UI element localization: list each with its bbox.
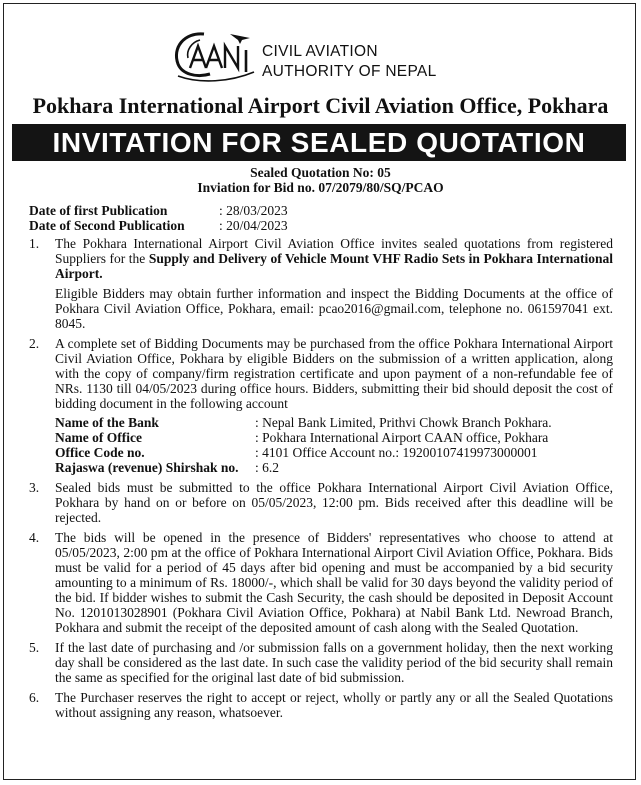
bank-row xyxy=(55,460,613,475)
bank-label: Name of Office xyxy=(55,430,142,445)
bank-row xyxy=(55,415,613,430)
publication-label: Date of first Publication xyxy=(29,203,168,218)
item-text: The Pokhara International Airport Civil Aviation Office invites sealed quotations from registered Suppliers for the xyxy=(55,236,613,266)
list-item xyxy=(29,480,613,525)
item-paragraph: Sealed bids must be submitted to the office Pokhara International Airport Civil Aviation Office, Pokhara by hand on or before on 05/05/2023, 12:00 pm. Bids received after this deadline will be rejected. xyxy=(55,480,613,525)
list-item xyxy=(29,336,613,475)
notice-banner: INVITATION FOR SEALED QUOTATION xyxy=(12,124,626,161)
item-paragraph: If the last date of purchasing and /or submission falls on a government holiday, then the next working day shall be considered as the last date. In such case the validity period of the bid security shall remain the same as specified for the original last date of bid submission. xyxy=(55,640,613,685)
item-number: 4. xyxy=(29,530,40,545)
publication-row xyxy=(29,218,288,233)
item-number: 2. xyxy=(29,336,40,351)
publication-label: Date of Second Publication xyxy=(29,218,185,233)
item-number: 3. xyxy=(29,480,40,495)
item-body xyxy=(55,480,613,525)
header xyxy=(0,22,641,88)
office-title: Pokhara International Airport Civil Aviation Office, Pokhara xyxy=(32,93,609,118)
publication-dates xyxy=(29,203,288,233)
item-number: 5. xyxy=(29,640,40,655)
item-body xyxy=(55,640,613,685)
caan-logo xyxy=(170,28,258,84)
bid-number: Inviation for Bid no. 07/2079/80/SQ/PCAO xyxy=(197,180,444,195)
bank-label: Office Code no. xyxy=(55,445,145,460)
bank-label: Rajaswa (revenue) Shirshak no. xyxy=(55,460,239,475)
item-body xyxy=(55,336,613,475)
bank-value: : 4101 Office Account no.: 19200107419973000001 xyxy=(255,445,538,460)
org-line-2: AUTHORITY OF NEPAL xyxy=(262,63,437,80)
item-paragraph: A complete set of Bidding Documents may be purchased from the office Pokhara International Airport Civil Aviation Office, Pokhara by eligible Bidders on the submission of a written application, along with the copy of company/firm registration certificate and upon payment of a non-refundable fee of NRs. 1130 till 04/05/2023 during office hours. Bidders, submitting their bid should deposit the cost of bidding document in the following account xyxy=(55,336,613,411)
item-number: 1. xyxy=(29,236,40,251)
item-paragraph: Eligible Bidders may obtain further information and inspect the Bidding Documents at the office of Pokhara Civil Aviation Office, Pokhara, email: pcao2016@gmail.com, telephone no. 061597041 ext. 8045. xyxy=(55,286,613,331)
bank-row xyxy=(55,430,613,445)
quotation-number: Sealed Quotation No: 05 xyxy=(250,165,391,180)
item-number: 6. xyxy=(29,690,40,705)
bank-details xyxy=(55,415,613,475)
item-body xyxy=(55,530,613,635)
bank-value: : 6.2 xyxy=(255,460,280,475)
item-paragraph xyxy=(55,236,613,281)
item-body xyxy=(55,236,613,331)
item-paragraph: The bids will be opened in the presence of Bidders' representatives who choose to attend at 05/05/2023, 2:00 pm at the office of Pokhara International Airport Civil Aviation Office, Pokhara. Bids must be valid for a period of 45 days after bid opening and must be accompanied by a bid security amounting to a minimum of Rs. 18000/-, which shall be valid for 30 days beyond the validity period of the bid. If bidder wishes to submit the Cash Security, the cash should be deposited in Deposit Account No. 1201013028901 (Pokhara Civil Aviation Office, Pokhara) at Nabil Bank Ltd. Newroad Branch, Pokhara and submit the receipt of the deposited amount of cash along with the Sealed Quotation. xyxy=(55,530,613,635)
publication-row xyxy=(29,203,288,218)
bank-value: : Nepal Bank Limited, Prithvi Chowk Branch Pokhara. xyxy=(255,415,552,430)
bank-row xyxy=(55,445,613,460)
publication-value: : 20/04/2023 xyxy=(219,218,288,233)
list-item xyxy=(29,236,613,331)
item-bold-text: Supply and Delivery of Vehicle Mount VHF Radio Sets in Pokhara International Airport. xyxy=(55,251,613,281)
list-item xyxy=(29,530,613,635)
org-line-1: CIVIL AVIATION xyxy=(262,43,378,60)
item-paragraph: The Purchaser reserves the right to accept or reject, wholly or partly any or all the Sealed Quotations without assigning any reason, whatsoever. xyxy=(55,690,613,720)
org-name xyxy=(262,42,437,82)
list-item xyxy=(29,640,613,685)
bank-value: : Pokhara International Airport CAAN office, Pokhara xyxy=(255,430,549,445)
publication-value: : 28/03/2023 xyxy=(219,203,288,218)
bank-label: Name of the Bank xyxy=(55,415,159,430)
item-body xyxy=(55,690,613,720)
list-item xyxy=(29,690,613,720)
notice-items xyxy=(29,236,613,725)
